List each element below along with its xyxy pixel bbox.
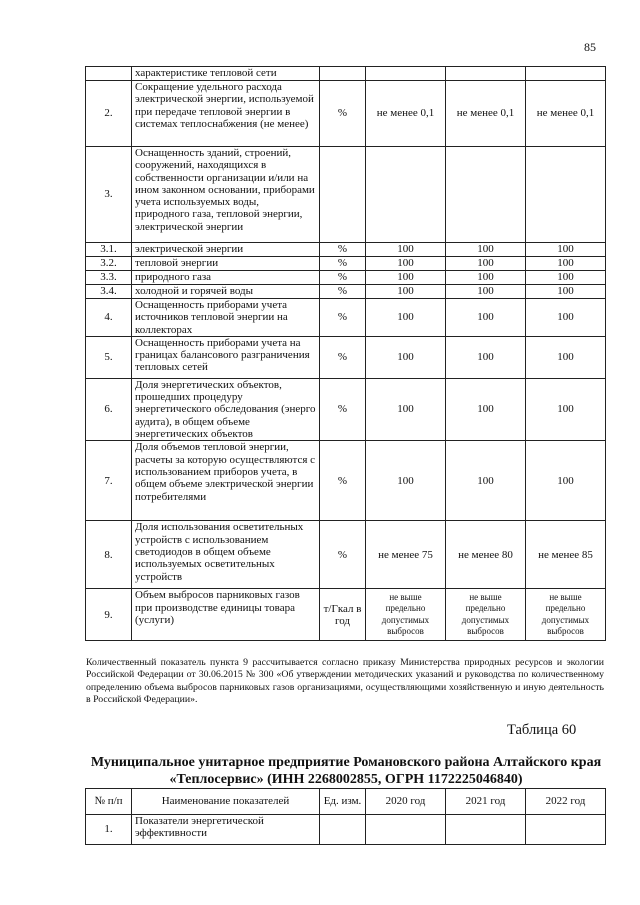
row-number: 3.1. [86,243,132,257]
unit-cell: % [320,336,366,378]
value-2020: 100 [366,271,446,285]
row-number: 3.4. [86,285,132,299]
indicator-name: Показатели энергетической эффективности [132,815,320,845]
indicators-table-continued [85,66,606,641]
indicator-name: природного газа [132,271,320,285]
value-2022: 100 [526,243,606,257]
unit-cell: % [320,378,366,440]
value-2020: 100 [366,285,446,299]
unit-cell: % [320,81,366,147]
value-2021: 100 [446,285,526,299]
indicator-name: Доля объемов тепловой энергии, расчеты за которую осуществляются с использованием приборов учета, в общем объеме электрической энергии потребителями [132,441,320,521]
table-row [86,336,606,378]
indicator-name: холодной и горячей воды [132,285,320,299]
value-2020 [366,67,446,81]
value-2020: 100 [366,243,446,257]
indicator-name: Доля использования осветительных устройств с использованием светодиодов в общем объеме используемых осветительных устройств [132,521,320,589]
indicator-name: Доля энергетических объектов, прошедших процедуру энергетического обследования (энерго аудита), в общем объеме энергетических объектов [132,378,320,440]
row-number: 1. [86,815,132,845]
value-2021: 100 [446,378,526,440]
unit-cell [320,67,366,81]
value-2020: 100 [366,299,446,337]
value-2021: не выше предельно допустимых выбросов [446,589,526,641]
value-2020 [366,147,446,243]
unit-cell: % [320,441,366,521]
value-2022: 100 [526,285,606,299]
value-2020: не менее 75 [366,521,446,589]
value-2020 [366,815,446,845]
header-unit: Ед. изм. [320,789,366,815]
value-2021 [446,147,526,243]
unit-cell [320,815,366,845]
indicator-name: Оснащенность приборами учета на границах балансового разграничения тепловых сетей [132,336,320,378]
header-row [86,789,606,815]
row-number: 2. [86,81,132,147]
value-2021: не менее 80 [446,521,526,589]
table-row [86,257,606,271]
row-number: 3.2. [86,257,132,271]
table-row [86,441,606,521]
indicator-name: характеристике тепловой сети [132,67,320,81]
row-number [86,67,132,81]
table-label: Таблица 60 [507,722,577,738]
value-2022 [526,67,606,81]
value-2020: не менее 0,1 [366,81,446,147]
value-2021: 100 [446,336,526,378]
value-2020: 100 [366,441,446,521]
value-2022: не менее 85 [526,521,606,589]
value-2022 [526,147,606,243]
value-2021 [446,815,526,845]
table-row [86,815,606,845]
section-heading: Муниципальное унитарное предприятие Романовского района Алтайского края «Теплосервис» (ИНН 2268002855, ОГРН 1172225046840) [90,755,602,787]
indicator-name: электрической энергии [132,243,320,257]
row-number: 5. [86,336,132,378]
unit-cell: % [320,271,366,285]
indicator-name: Оснащенность приборами учета источников тепловой энергии на коллекторах [132,299,320,337]
value-2022: 100 [526,271,606,285]
value-2021: не менее 0,1 [446,81,526,147]
table-row [86,147,606,243]
indicator-name: Объем выбросов парниковых газов при производстве единицы товара (услуги) [132,589,320,641]
unit-cell: т/Гкал в год [320,589,366,641]
header-num: № п/п [86,789,132,815]
header-2021: 2021 год [446,789,526,815]
table-row [86,271,606,285]
unit-cell: % [320,243,366,257]
value-2022: не менее 0,1 [526,81,606,147]
value-2022 [526,815,606,845]
table-row [86,589,606,641]
row-number: 8. [86,521,132,589]
value-2021: 100 [446,271,526,285]
table-row [86,285,606,299]
page-number: 85 [584,40,596,54]
value-2021 [446,67,526,81]
value-2022: 100 [526,299,606,337]
row-number: 6. [86,378,132,440]
header-2022: 2022 год [526,789,606,815]
row-number: 7. [86,441,132,521]
value-2021: 100 [446,257,526,271]
row-number: 4. [86,299,132,337]
value-2020: не выше предельно допустимых выбросов [366,589,446,641]
indicator-name: Оснащенность зданий, строений, сооружений, находящихся в собственности организации и/или на ином законном основании, приборами учета используемых воды, природного газа, тепловой энергии, электрической энергии [132,147,320,243]
table-row [86,521,606,589]
value-2020: 100 [366,378,446,440]
value-2021: 100 [446,299,526,337]
indicator-name: тепловой энергии [132,257,320,271]
unit-cell: % [320,521,366,589]
unit-cell: % [320,299,366,337]
table-row [86,81,606,147]
header-2020: 2020 год [366,789,446,815]
table-row [86,299,606,337]
indicator-name: Сокращение удельного расхода электрической энергии, используемой при передаче тепловой энергии в системах теплоснабжения (не менее) [132,81,320,147]
unit-cell: % [320,285,366,299]
value-2022: не выше предельно допустимых выбросов [526,589,606,641]
value-2021: 100 [446,243,526,257]
value-2021: 100 [446,441,526,521]
header-name: Наименование показателей [132,789,320,815]
table-row [86,67,606,81]
value-2022: 100 [526,378,606,440]
value-2020: 100 [366,336,446,378]
row-number: 3. [86,147,132,243]
value-2022: 100 [526,441,606,521]
unit-cell: % [320,257,366,271]
table-row [86,378,606,440]
row-number: 3.3. [86,271,132,285]
unit-cell [320,147,366,243]
value-2022: 100 [526,336,606,378]
row-number: 9. [86,589,132,641]
value-2020: 100 [366,257,446,271]
footnote: Количественный показатель пункта 9 рассчитывается согласно приказу Министерства природных ресурсов и экологии Российской Федерации от 30.06.2015 № 300 «Об утверждении методических указаний и руководства по количественному определению объема выбросов парниковых газов организациями, осуществляющими хозяйственную и иную деятельность в Российской Федерации». [86,657,604,706]
indicators-table-60 [85,788,606,845]
table-row [86,243,606,257]
value-2022: 100 [526,257,606,271]
